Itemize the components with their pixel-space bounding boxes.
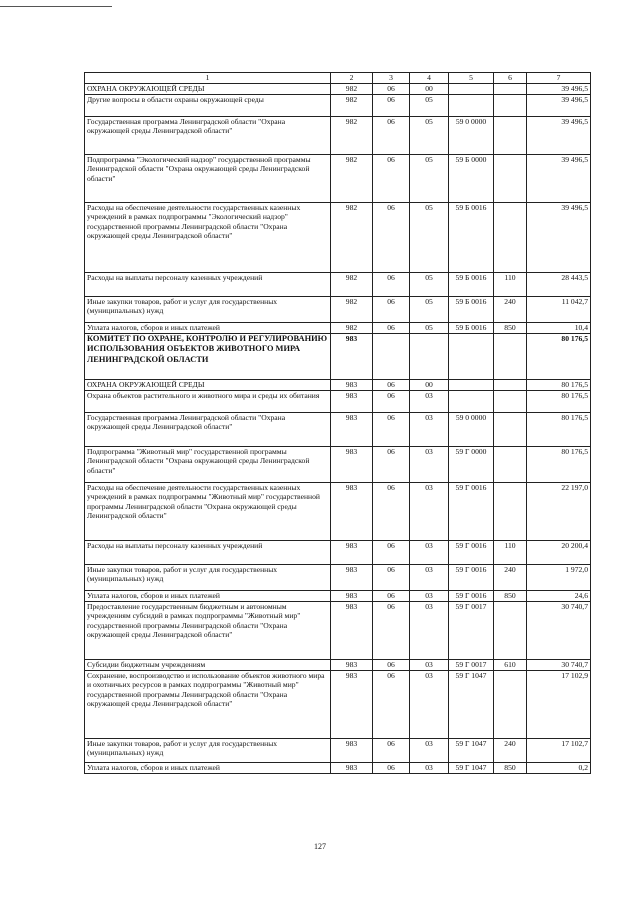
csr-cell: 59 Г 0016 <box>449 483 494 541</box>
table-row <box>85 155 591 203</box>
razdel-cell: 06 <box>373 739 410 763</box>
row-name-cell: ОХРАНА ОКРУЖАЮЩЕЙ СРЕДЫ <box>85 84 331 95</box>
razdel-cell: 06 <box>373 660 410 671</box>
vedomstvo-cell: 982 <box>331 297 373 323</box>
table-row <box>85 84 591 95</box>
csr-cell: 59 Г 0017 <box>449 660 494 671</box>
vr-cell <box>494 155 527 203</box>
vedomstvo-cell: 982 <box>331 95 373 117</box>
row-name-cell: Уплата налогов, сборов и иных платежей <box>85 591 331 602</box>
row-name-cell: Предоставление государственным бюджетным и автономным учреждениям субсидий в рамках подпрограммы "Животный мир" государственной программы Ленинградской области "Охрана окружающей среды Ленинградской области" <box>85 602 331 660</box>
header-cell: 3 <box>373 73 410 84</box>
table-header-row <box>85 73 591 84</box>
csr-cell <box>449 391 494 413</box>
table-row <box>85 447 591 483</box>
vedomstvo-cell: 983 <box>331 447 373 483</box>
row-name-cell: Расходы на обеспечение деятельности государственных казенных учреждений в рамках подпрограммы "Животный мир" государственной программы Ленинградской области "Охрана окружающей среды Ленинградской области" <box>85 483 331 541</box>
sum-cell: 80 176,5 <box>527 413 591 447</box>
table-row <box>85 602 591 660</box>
razdel-cell: 06 <box>373 273 410 297</box>
row-name-cell: Государственная программа Ленинградской области "Охрана окружающей среды Ленинградской области" <box>85 117 331 155</box>
vr-cell: 240 <box>494 297 527 323</box>
vedomstvo-cell: 983 <box>331 602 373 660</box>
vedomstvo-cell: 983 <box>331 413 373 447</box>
vedomstvo-cell: 982 <box>331 203 373 273</box>
vedomstvo-cell: 982 <box>331 155 373 203</box>
row-name-cell: Расходы на выплаты персоналу казенных учреждений <box>85 273 331 297</box>
vr-cell: 850 <box>494 591 527 602</box>
vedomstvo-cell: 983 <box>331 541 373 565</box>
csr-cell: 59 Г 0016 <box>449 541 494 565</box>
table-row <box>85 323 591 334</box>
sum-cell: 39 496,5 <box>527 84 591 95</box>
row-name-cell: ОХРАНА ОКРУЖАЮЩЕЙ СРЕДЫ <box>85 380 331 391</box>
vr-cell: 110 <box>494 273 527 297</box>
podrazdel-cell: 03 <box>410 671 449 739</box>
table-row <box>85 95 591 117</box>
vedomstvo-cell: 982 <box>331 84 373 95</box>
razdel-cell: 06 <box>373 95 410 117</box>
podrazdel-cell: 03 <box>410 565 449 591</box>
row-name-cell: Иные закупки товаров, работ и услуг для государственных (муниципальных) нужд <box>85 297 331 323</box>
sum-cell: 30 740,7 <box>527 602 591 660</box>
vedomstvo-cell: 983 <box>331 483 373 541</box>
table-row <box>85 391 591 413</box>
row-name-cell: Государственная программа Ленинградской области "Охрана окружающей среды Ленинградской области" <box>85 413 331 447</box>
vedomstvo-cell: 983 <box>331 660 373 671</box>
vr-cell <box>494 380 527 391</box>
table-row <box>85 297 591 323</box>
row-name-cell: Иные закупки товаров, работ и услуг для государственных (муниципальных) нужд <box>85 565 331 591</box>
csr-cell: 59 Б 0016 <box>449 203 494 273</box>
csr-cell <box>449 334 494 380</box>
row-name-cell: Подпрограмма "Животный мир" государственной программы Ленинградской области "Охрана окружающей среды Ленинградской области" <box>85 447 331 483</box>
table-row <box>85 413 591 447</box>
razdel-cell: 06 <box>373 117 410 155</box>
vr-cell <box>494 602 527 660</box>
sum-cell: 0,2 <box>527 763 591 774</box>
header-cell: 2 <box>331 73 373 84</box>
vedomstvo-cell: 982 <box>331 323 373 334</box>
csr-cell: 59 Б 0016 <box>449 323 494 334</box>
podrazdel-cell: 05 <box>410 323 449 334</box>
row-name-cell: Расходы на выплаты персоналу казенных учреждений <box>85 541 331 565</box>
razdel-cell: 06 <box>373 447 410 483</box>
table-row <box>85 203 591 273</box>
table-row <box>85 117 591 155</box>
sum-cell: 80 176,5 <box>527 447 591 483</box>
razdel-cell: 06 <box>373 671 410 739</box>
vedomstvo-cell: 983 <box>331 591 373 602</box>
table-row <box>85 273 591 297</box>
sum-cell: 28 443,5 <box>527 273 591 297</box>
vr-cell <box>494 413 527 447</box>
table-row <box>85 565 591 591</box>
vr-cell <box>494 483 527 541</box>
csr-cell: 59 Б 0016 <box>449 273 494 297</box>
csr-cell <box>449 380 494 391</box>
row-name-cell: Субсидии бюджетным учреждениям <box>85 660 331 671</box>
csr-cell: 59 Б 0000 <box>449 155 494 203</box>
razdel-cell: 06 <box>373 203 410 273</box>
vr-cell: 610 <box>494 660 527 671</box>
sum-cell: 39 496,5 <box>527 117 591 155</box>
sum-cell: 24,6 <box>527 591 591 602</box>
sum-cell: 10,4 <box>527 323 591 334</box>
csr-cell: 59 Г 0017 <box>449 602 494 660</box>
podrazdel-cell: 03 <box>410 483 449 541</box>
table-row <box>85 763 591 774</box>
header-cell: 4 <box>410 73 449 84</box>
csr-cell: 59 Г 0016 <box>449 565 494 591</box>
razdel-cell: 06 <box>373 323 410 334</box>
row-name-cell: Уплата налогов, сборов и иных платежей <box>85 763 331 774</box>
table-row <box>85 380 591 391</box>
razdel-cell: 06 <box>373 591 410 602</box>
razdel-cell: 06 <box>373 565 410 591</box>
razdel-cell: 06 <box>373 155 410 203</box>
razdel-cell: 06 <box>373 84 410 95</box>
podrazdel-cell: 05 <box>410 203 449 273</box>
razdel-cell: 06 <box>373 541 410 565</box>
vr-cell <box>494 391 527 413</box>
row-name-cell: Другие вопросы в области охраны окружающей среды <box>85 95 331 117</box>
vr-cell <box>494 671 527 739</box>
budget-table <box>84 72 591 774</box>
vedomstvo-cell: 982 <box>331 273 373 297</box>
vedomstvo-cell: 983 <box>331 671 373 739</box>
row-name-cell: КОМИТЕТ ПО ОХРАНЕ, КОНТРОЛЮ И РЕГУЛИРОВАНИЮ ИСПОЛЬЗОВАНИЯ ОБЪЕКТОВ ЖИВОТНОГО МИРА ЛЕНИНГРАДСКОЙ ОБЛАСТИ <box>85 334 331 380</box>
table-row <box>85 591 591 602</box>
page-number: 127 <box>314 842 326 851</box>
podrazdel-cell: 03 <box>410 591 449 602</box>
csr-cell: 59 0 0000 <box>449 413 494 447</box>
razdel-cell: 06 <box>373 763 410 774</box>
razdel-cell: 06 <box>373 391 410 413</box>
razdel-cell: 06 <box>373 602 410 660</box>
podrazdel-cell: 00 <box>410 84 449 95</box>
vr-cell <box>494 447 527 483</box>
csr-cell: 59 Г 0000 <box>449 447 494 483</box>
podrazdel-cell: 03 <box>410 763 449 774</box>
sum-cell: 1 972,0 <box>527 565 591 591</box>
csr-cell: 59 Г 1047 <box>449 739 494 763</box>
row-name-cell: Иные закупки товаров, работ и услуг для государственных (муниципальных) нужд <box>85 739 331 763</box>
csr-cell <box>449 95 494 117</box>
vedomstvo-cell: 982 <box>331 117 373 155</box>
csr-cell <box>449 84 494 95</box>
csr-cell: 59 Г 1047 <box>449 763 494 774</box>
sum-cell: 80 176,5 <box>527 380 591 391</box>
vedomstvo-cell: 983 <box>331 565 373 591</box>
vr-cell: 850 <box>494 763 527 774</box>
podrazdel-cell: 03 <box>410 447 449 483</box>
sum-cell: 11 042,7 <box>527 297 591 323</box>
scan-artifact-line <box>0 6 112 7</box>
sum-cell: 22 197,0 <box>527 483 591 541</box>
table-row <box>85 541 591 565</box>
vr-cell: 240 <box>494 739 527 763</box>
podrazdel-cell: 03 <box>410 391 449 413</box>
sum-cell: 17 102,7 <box>527 739 591 763</box>
podrazdel-cell <box>410 334 449 380</box>
sum-cell: 80 176,5 <box>527 334 591 380</box>
sum-cell: 39 496,5 <box>527 155 591 203</box>
table-row <box>85 334 591 380</box>
vr-cell <box>494 334 527 380</box>
sum-cell: 39 496,5 <box>527 203 591 273</box>
sum-cell: 39 496,5 <box>527 95 591 117</box>
table-row <box>85 739 591 763</box>
table-row <box>85 483 591 541</box>
vr-cell <box>494 117 527 155</box>
vr-cell <box>494 84 527 95</box>
podrazdel-cell: 03 <box>410 660 449 671</box>
row-name-cell: Подпрограмма "Экологический надзор" государственной программы Ленинградской области "Охрана окружающей среды Ленинградской области" <box>85 155 331 203</box>
vr-cell: 110 <box>494 541 527 565</box>
podrazdel-cell: 05 <box>410 95 449 117</box>
vedomstvo-cell: 983 <box>331 391 373 413</box>
row-name-cell: Сохранение, воспроизводство и использование объектов животного мира и охотничьих ресурсов в рамках подпрограммы "Животный мир" государственной программы Ленинградской области "Охрана окружающей среды Ленинградской области" <box>85 671 331 739</box>
razdel-cell: 06 <box>373 380 410 391</box>
vedomstvo-cell: 983 <box>331 380 373 391</box>
podrazdel-cell: 00 <box>410 380 449 391</box>
vr-cell <box>494 203 527 273</box>
podrazdel-cell: 05 <box>410 297 449 323</box>
podrazdel-cell: 05 <box>410 117 449 155</box>
csr-cell: 59 Б 0016 <box>449 297 494 323</box>
sum-cell: 80 176,5 <box>527 391 591 413</box>
csr-cell: 59 Г 1047 <box>449 671 494 739</box>
podrazdel-cell: 05 <box>410 273 449 297</box>
vr-cell: 850 <box>494 323 527 334</box>
podrazdel-cell: 03 <box>410 413 449 447</box>
podrazdel-cell: 03 <box>410 739 449 763</box>
sum-cell: 20 200,4 <box>527 541 591 565</box>
csr-cell: 59 Г 0016 <box>449 591 494 602</box>
razdel-cell: 06 <box>373 297 410 323</box>
row-name-cell: Уплата налогов, сборов и иных платежей <box>85 323 331 334</box>
vedomstvo-cell: 983 <box>331 763 373 774</box>
vr-cell <box>494 95 527 117</box>
podrazdel-cell: 05 <box>410 155 449 203</box>
header-cell: 6 <box>494 73 527 84</box>
header-cell: 5 <box>449 73 494 84</box>
razdel-cell <box>373 334 410 380</box>
sum-cell: 17 102,9 <box>527 671 591 739</box>
razdel-cell: 06 <box>373 483 410 541</box>
razdel-cell: 06 <box>373 413 410 447</box>
header-cell: 1 <box>85 73 331 84</box>
row-name-cell: Расходы на обеспечение деятельности государственных казенных учреждений в рамках подпрограммы "Экологический надзор" государственной программы Ленинградской области "Охрана окружающей среды Ленинградской области" <box>85 203 331 273</box>
sum-cell: 30 740,7 <box>527 660 591 671</box>
table-row <box>85 660 591 671</box>
header-cell: 7 <box>527 73 591 84</box>
podrazdel-cell: 03 <box>410 541 449 565</box>
vedomstvo-cell: 983 <box>331 739 373 763</box>
podrazdel-cell: 03 <box>410 602 449 660</box>
vedomstvo-cell: 983 <box>331 334 373 380</box>
row-name-cell: Охрана объектов растительного и животного мира и среды их обитания <box>85 391 331 413</box>
vr-cell: 240 <box>494 565 527 591</box>
csr-cell: 59 0 0000 <box>449 117 494 155</box>
table-row <box>85 671 591 739</box>
